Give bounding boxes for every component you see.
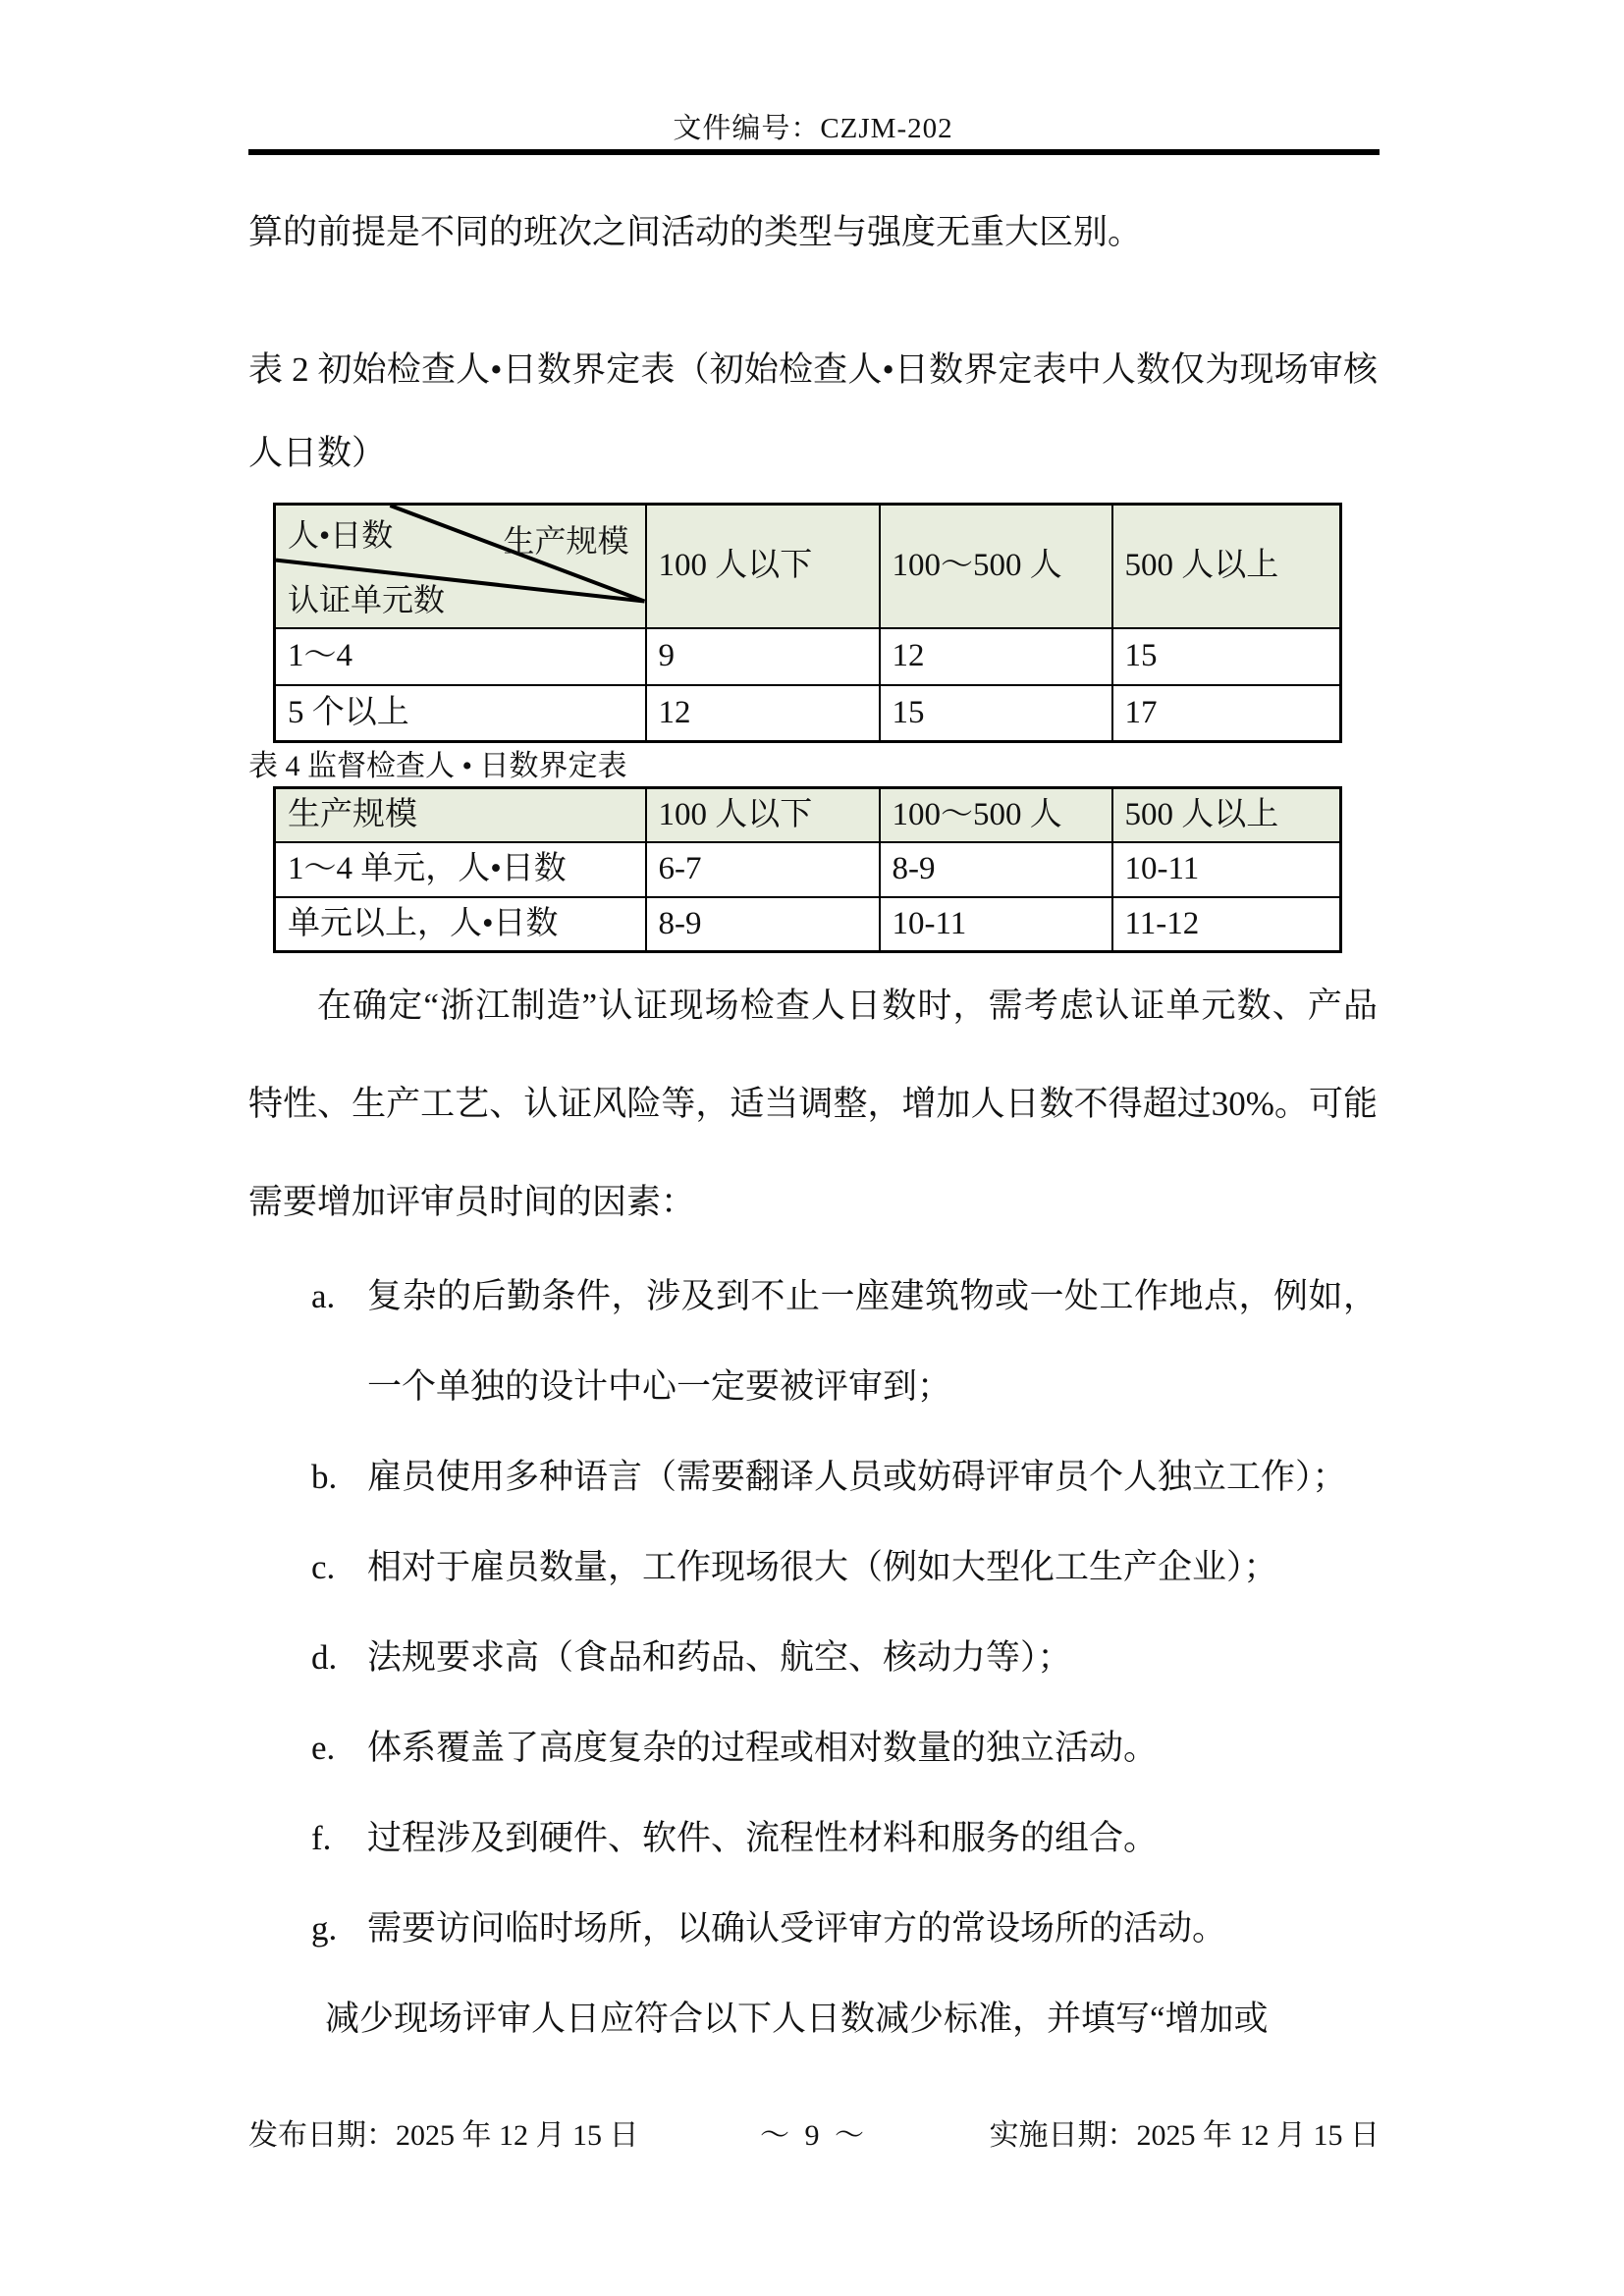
table2-row [275, 685, 1341, 742]
factor-item-b [248, 1432, 1378, 1522]
factor-item-c [248, 1522, 1378, 1613]
table2-cell: 12 [880, 628, 1112, 685]
table4-supervision-inspection-man-days [273, 786, 1342, 953]
table2-cell: 9 [646, 628, 880, 685]
table4-col-header: 500 人以上 [1112, 788, 1341, 843]
table4-row-label: 单元以上，人•日数 [275, 897, 646, 952]
intro-paragraph: 算的前提是不同的班次之间活动的类型与强度无重大区别。 [248, 213, 1143, 251]
factor-letter: c. [311, 1547, 336, 1586]
page-footer [248, 2110, 1380, 2154]
increase-factors-list [248, 1252, 1378, 1974]
table4-col-header: 100 人以下 [646, 788, 880, 843]
factor-text: 过程涉及到硬件、软件、流程性材料和服务的组合。 [367, 1818, 1159, 1857]
table4-col-header: 100～500 人 [880, 788, 1112, 843]
factor-item-d [248, 1613, 1378, 1703]
table4-cell: 10-11 [1112, 842, 1341, 896]
table4-header-row [275, 788, 1341, 843]
factor-text: 体系覆盖了高度复杂的过程或相对数量的独立活动。 [367, 1728, 1159, 1767]
doc-number-header: 文件编号：CZJM-202 [673, 113, 953, 144]
table2-cell: 12 [646, 685, 880, 742]
table4-cell: 10-11 [880, 897, 1112, 952]
table4-cell: 6-7 [646, 842, 880, 896]
factor-item-a [248, 1252, 1378, 1432]
table4-row-label: 1～4 单元，人•日数 [275, 842, 646, 896]
table2-row [275, 628, 1341, 685]
table2-diag-label-man-days: 人•日数 [288, 517, 394, 553]
table2-row-label: 1～4 [275, 628, 646, 685]
release-date: 发布日期：2025 年 12 月 15 日 [248, 2119, 639, 2152]
table2-initial-inspection-man-days [273, 503, 1342, 743]
table4-cell: 11-12 [1112, 897, 1341, 952]
table2-row-label: 5 个以上 [275, 685, 646, 742]
table2-col-header: 500 人以上 [1112, 505, 1341, 628]
table2-caption: 表 2 初始检查人•日数界定表（初始检查人•日数界定表中人数仅为现场审核人日数） [248, 350, 1378, 472]
table2-cell: 15 [1112, 628, 1341, 685]
table2-cell: 15 [880, 685, 1112, 742]
table2-col-header: 100～500 人 [880, 505, 1112, 628]
table4-cell: 8-9 [880, 842, 1112, 896]
implementation-date: 实施日期：2025 年 12 月 15 日 [989, 2119, 1380, 2152]
table2-header-row [275, 505, 1341, 628]
table2-diagonal-header-cell [275, 505, 646, 628]
factor-text: 法规要求高（食品和药品、航空、核动力等）； [367, 1637, 1072, 1677]
table4-row [275, 897, 1341, 952]
factor-item-e [248, 1703, 1378, 1793]
factor-letter: d. [311, 1637, 338, 1677]
man-day-adjustment-paragraph: 在确定“浙江制造”认证现场检查人日数时，需考虑认证单元数、产品特性、生产工艺、认证风险等，适当调整，增加人日数不得超过30%。可能需要增加评审员时间的因素： [248, 986, 1378, 1221]
page-number: ～ 9 ～ [760, 2119, 868, 2152]
table2-col-header: 100 人以下 [646, 505, 880, 628]
man-day-reduction-paragraph: 减少现场评审人日应符合以下人日数减少标准，并填写“增加或 [325, 1999, 1269, 2038]
factor-letter: a. [311, 1276, 336, 1315]
factor-text: 复杂的后勤条件，涉及到不止一座建筑物或一处工作地点，例如，一个单独的设计中心一定要被评审到； [367, 1276, 1378, 1406]
table4-cell: 8-9 [646, 897, 880, 952]
factor-text: 相对于雇员数量，工作现场很大（例如大型化工生产企业）； [367, 1547, 1278, 1586]
factor-text: 雇员使用多种语言（需要翻译人员或妨碍评审员个人独立工作）； [367, 1457, 1347, 1496]
factor-letter: b. [311, 1457, 338, 1496]
page-body [248, 157, 1378, 2064]
table2-diag-label-cert-units: 认证单元数 [288, 581, 446, 617]
factor-letter: g. [311, 1908, 338, 1948]
table4-col-header: 生产规模 [275, 788, 646, 843]
factor-item-f [248, 1793, 1378, 1884]
table2-diag-label-production-scale: 生产规模 [503, 523, 629, 559]
header-rule [248, 149, 1380, 155]
factor-letter: f. [311, 1818, 332, 1857]
table4-row [275, 842, 1341, 896]
table2-cell: 17 [1112, 685, 1341, 742]
factor-letter: e. [311, 1728, 336, 1767]
factor-text: 需要访问临时场所，以确认受评审方的常设场所的活动。 [367, 1908, 1227, 1948]
factor-item-g [248, 1884, 1378, 1974]
table4-caption: 表 4 监督检查人 • 日数界定表 [248, 750, 627, 782]
